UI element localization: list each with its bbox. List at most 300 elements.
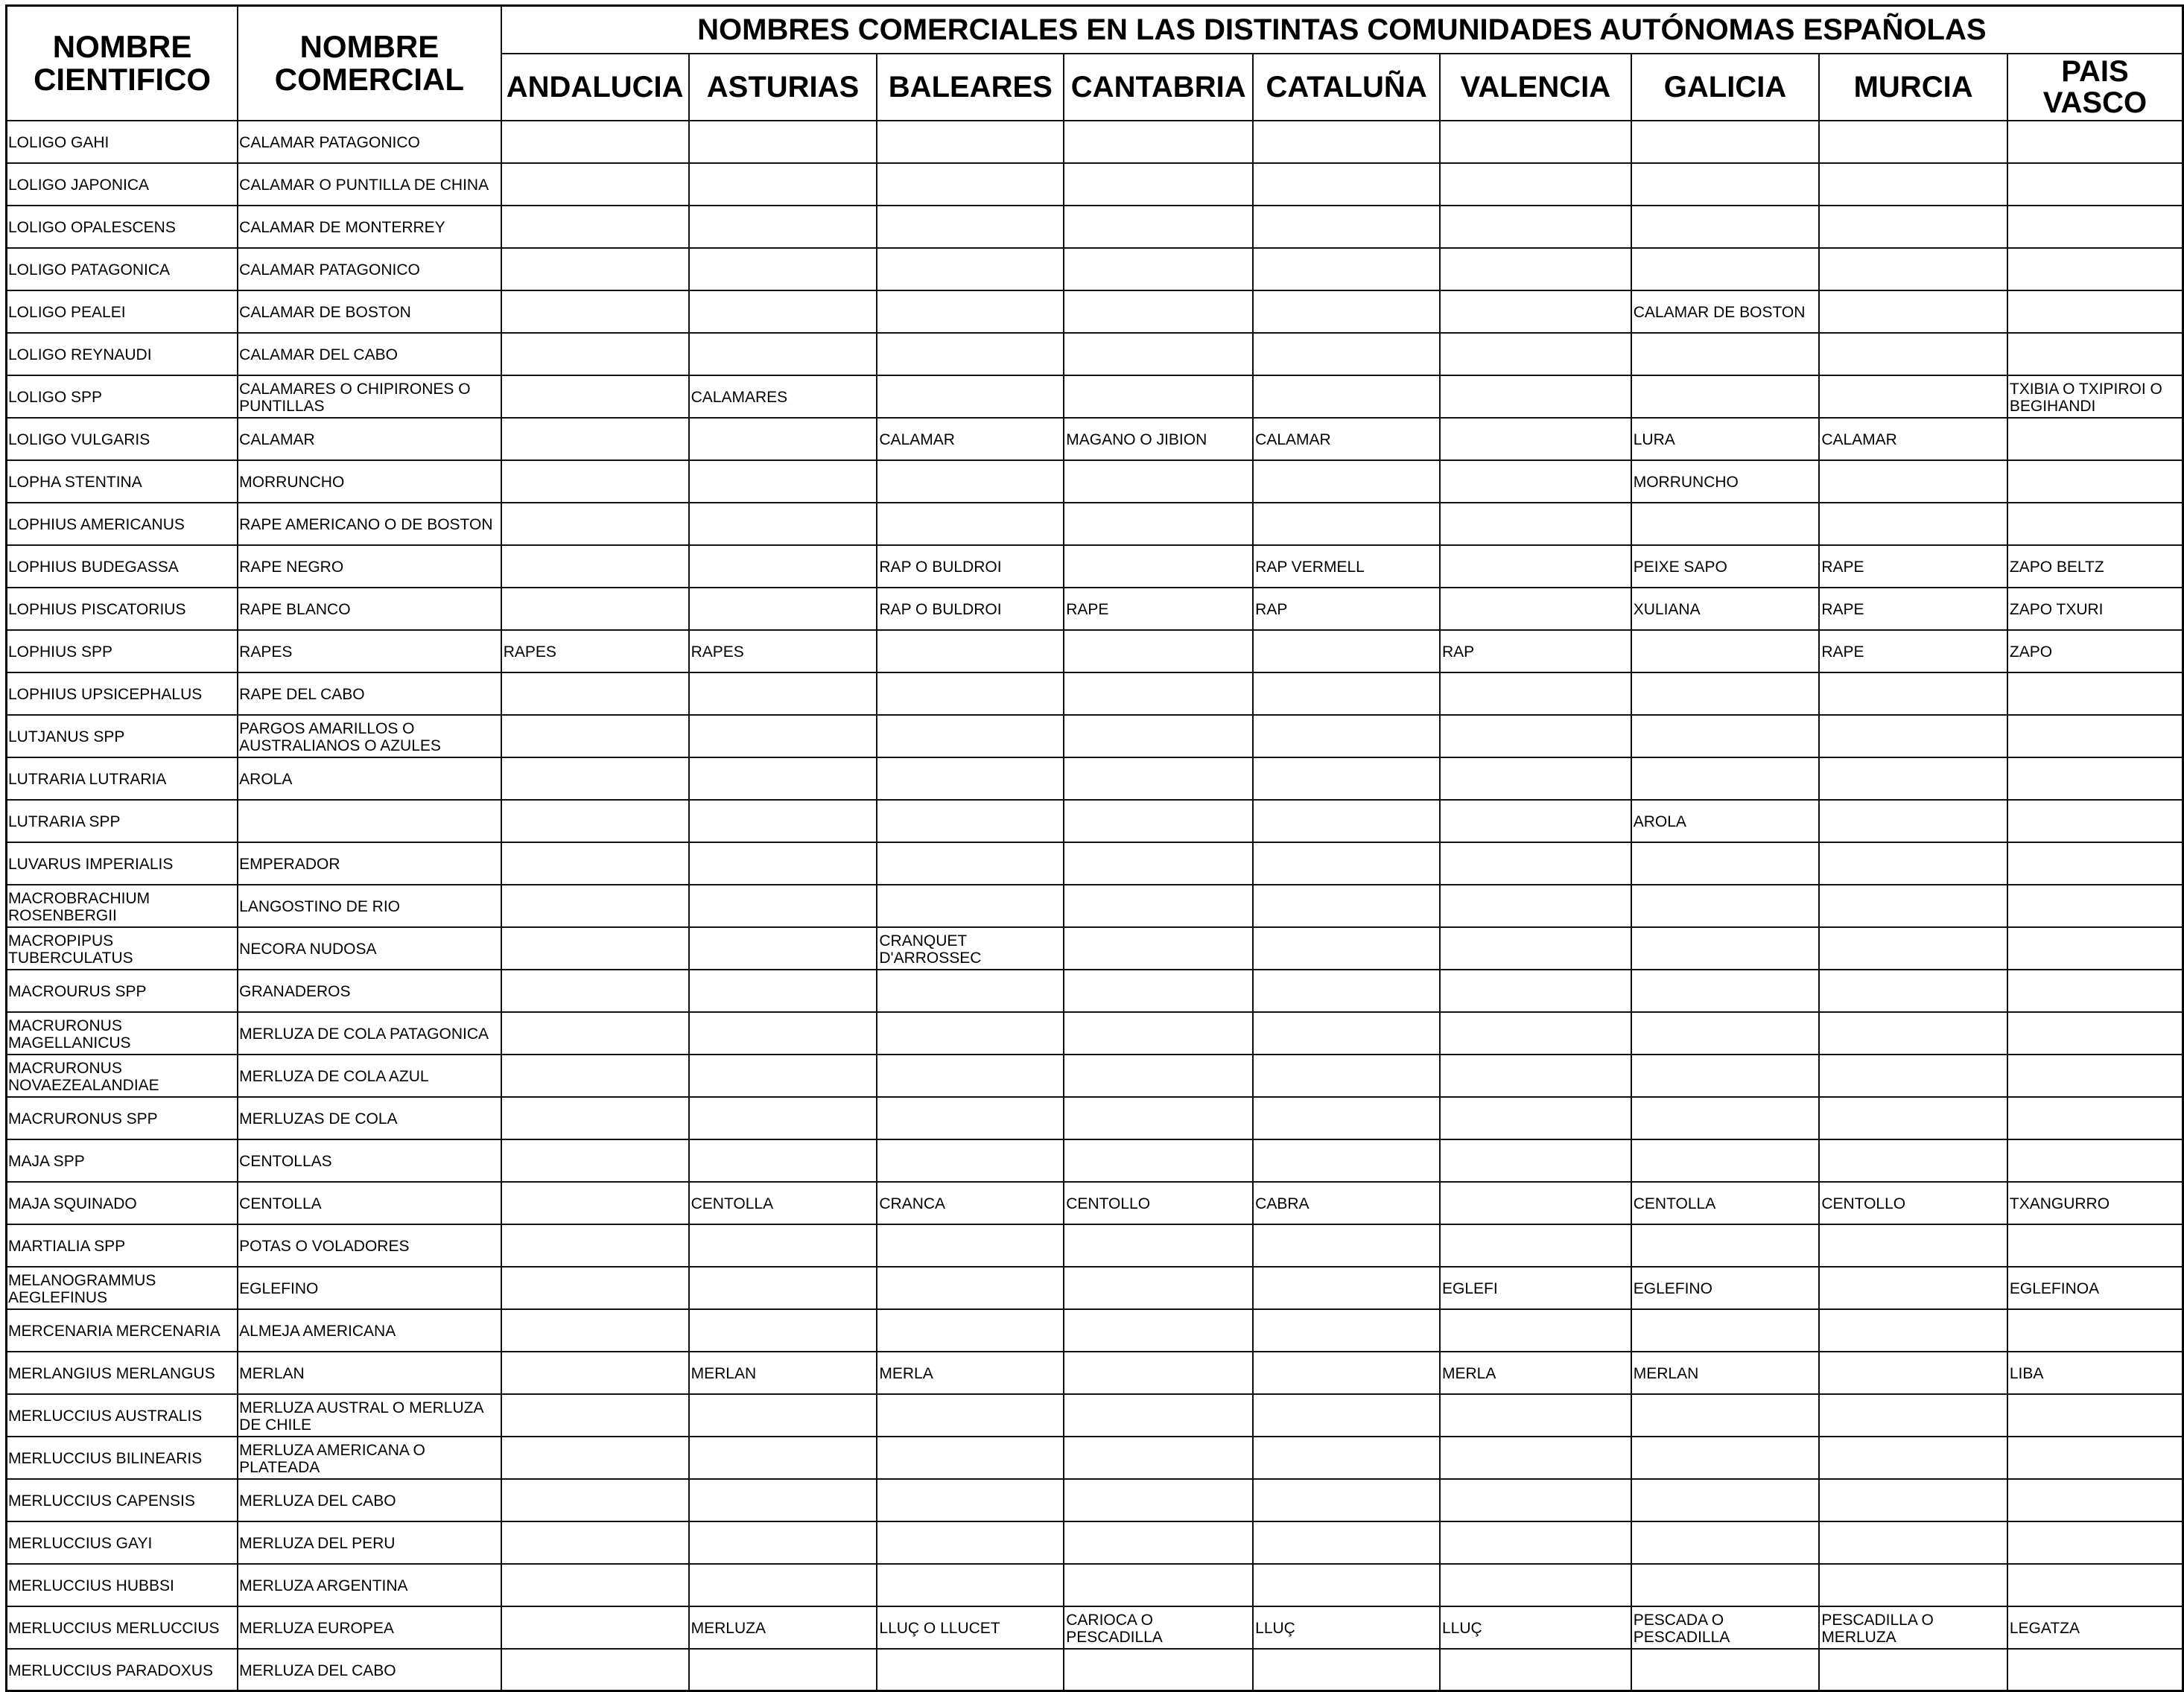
region-name-cell-cataluna: [1253, 1139, 1440, 1182]
region-name-cell-andalucia: [501, 1649, 689, 1691]
region-name-cell-galicia: [1631, 163, 1820, 206]
region-name-cell-valencia: [1440, 1182, 1631, 1224]
region-name-cell-pais-vasco: LEGATZA: [2007, 1606, 2183, 1649]
region-name-cell-pais-vasco: [2007, 1479, 2183, 1521]
region-name-cell-galicia: [1631, 842, 1820, 885]
region-name-cell-valencia: [1440, 1139, 1631, 1182]
header-region-valencia: VALENCIA: [1440, 54, 1631, 121]
scientific-name-cell: MERLUCCIUS BILINEARIS: [7, 1437, 238, 1479]
region-name-cell-andalucia: [501, 290, 689, 333]
table-row: [7, 1267, 2183, 1309]
region-name-cell-murcia: [1819, 672, 2007, 715]
region-name-cell-baleares: [877, 1224, 1064, 1267]
region-name-cell-murcia: [1819, 1012, 2007, 1055]
region-name-cell-asturias: [689, 206, 877, 248]
region-name-cell-cantabria: [1064, 1479, 1253, 1521]
region-name-cell-pais-vasco: TXANGURRO: [2007, 1182, 2183, 1224]
region-name-cell-valencia: [1440, 588, 1631, 630]
region-name-cell-asturias: [689, 290, 877, 333]
commercial-name-cell: [238, 800, 501, 842]
region-name-cell-valencia: [1440, 842, 1631, 885]
commercial-name-cell: RAPE NEGRO: [238, 545, 501, 588]
region-name-cell-pais-vasco: [2007, 1394, 2183, 1437]
commercial-name-cell: PARGOS AMARILLOS O AUSTRALIANOS O AZULES: [238, 715, 501, 757]
region-name-cell-pais-vasco: TXIBIA O TXIPIROI O BEGIHANDI: [2007, 375, 2183, 418]
region-name-cell-valencia: [1440, 757, 1631, 800]
region-name-cell-cataluna: RAP: [1253, 588, 1440, 630]
region-name-cell-cantabria: [1064, 1394, 1253, 1437]
region-name-cell-andalucia: [501, 927, 689, 970]
region-name-cell-pais-vasco: [2007, 290, 2183, 333]
region-name-cell-galicia: [1631, 1394, 1820, 1437]
region-name-cell-murcia: [1819, 1564, 2007, 1606]
scientific-name-cell: LOPHA STENTINA: [7, 460, 238, 503]
region-name-cell-valencia: [1440, 163, 1631, 206]
scientific-name-cell: LOLIGO PEALEI: [7, 290, 238, 333]
table-row: [7, 1097, 2183, 1139]
region-name-cell-cantabria: [1064, 672, 1253, 715]
region-name-cell-andalucia: [501, 248, 689, 290]
commercial-name-cell: CALAMAR DEL CABO: [238, 333, 501, 375]
region-name-cell-murcia: [1819, 503, 2007, 545]
region-name-cell-pais-vasco: [2007, 163, 2183, 206]
region-name-cell-galicia: EGLEFINO: [1631, 1267, 1820, 1309]
region-name-cell-galicia: [1631, 715, 1820, 757]
region-name-cell-murcia: [1819, 1394, 2007, 1437]
scientific-name-cell: MARTIALIA SPP: [7, 1224, 238, 1267]
region-name-cell-andalucia: [501, 1097, 689, 1139]
region-name-cell-andalucia: [501, 1437, 689, 1479]
region-name-cell-galicia: [1631, 672, 1820, 715]
region-name-cell-cantabria: [1064, 460, 1253, 503]
region-name-cell-murcia: [1819, 1097, 2007, 1139]
region-name-cell-cataluna: [1253, 885, 1440, 927]
region-name-cell-valencia: [1440, 672, 1631, 715]
region-name-cell-andalucia: [501, 1224, 689, 1267]
region-name-cell-cantabria: [1064, 1309, 1253, 1352]
region-name-cell-cataluna: [1253, 503, 1440, 545]
region-name-cell-galicia: [1631, 1309, 1820, 1352]
region-name-cell-pais-vasco: [2007, 970, 2183, 1012]
region-name-cell-galicia: PESCADA O PESCADILLA: [1631, 1606, 1820, 1649]
region-name-cell-cataluna: [1253, 757, 1440, 800]
commercial-name-cell: LANGOSTINO DE RIO: [238, 885, 501, 927]
region-name-cell-cantabria: [1064, 800, 1253, 842]
commercial-name-cell: MERLUZA DEL PERU: [238, 1521, 501, 1564]
region-name-cell-asturias: [689, 672, 877, 715]
table-row: [7, 460, 2183, 503]
region-name-cell-andalucia: [501, 715, 689, 757]
region-name-cell-pais-vasco: [2007, 927, 2183, 970]
region-name-cell-cataluna: [1253, 1309, 1440, 1352]
region-name-cell-cantabria: [1064, 1352, 1253, 1394]
table-row: [7, 503, 2183, 545]
region-name-cell-pais-vasco: [2007, 248, 2183, 290]
header-region-cantabria: CANTABRIA: [1064, 54, 1253, 121]
region-name-cell-valencia: [1440, 1097, 1631, 1139]
region-name-cell-asturias: [689, 1097, 877, 1139]
region-name-cell-andalucia: [501, 800, 689, 842]
region-name-cell-andalucia: [501, 1394, 689, 1437]
region-name-cell-cataluna: [1253, 927, 1440, 970]
region-name-cell-murcia: [1819, 715, 2007, 757]
region-name-cell-murcia: [1819, 1521, 2007, 1564]
region-name-cell-asturias: [689, 970, 877, 1012]
region-name-cell-cataluna: [1253, 290, 1440, 333]
commercial-name-cell: RAPE AMERICANO O DE BOSTON: [238, 503, 501, 545]
region-name-cell-cantabria: [1064, 333, 1253, 375]
region-name-cell-galicia: [1631, 1097, 1820, 1139]
scientific-name-cell: LUTRARIA SPP: [7, 800, 238, 842]
region-name-cell-cataluna: [1253, 333, 1440, 375]
region-name-cell-andalucia: [501, 503, 689, 545]
commercial-name-cell: MORRUNCHO: [238, 460, 501, 503]
region-name-cell-baleares: [877, 885, 1064, 927]
region-name-cell-andalucia: [501, 672, 689, 715]
region-name-cell-baleares: [877, 757, 1064, 800]
region-name-cell-valencia: [1440, 885, 1631, 927]
commercial-name-cell: NECORA NUDOSA: [238, 927, 501, 970]
commercial-name-cell: MERLUZA AMERICANA O PLATEADA: [238, 1437, 501, 1479]
table-row: [7, 1479, 2183, 1521]
region-name-cell-cataluna: [1253, 672, 1440, 715]
scientific-name-cell: LOLIGO OPALESCENS: [7, 206, 238, 248]
region-name-cell-cantabria: [1064, 375, 1253, 418]
region-name-cell-andalucia: [501, 1182, 689, 1224]
region-name-cell-galicia: [1631, 1479, 1820, 1521]
scientific-name-cell: MACRURONUS NOVAEZEALANDIAE: [7, 1055, 238, 1097]
commercial-name-cell: EMPERADOR: [238, 842, 501, 885]
region-name-cell-galicia: CALAMAR DE BOSTON: [1631, 290, 1820, 333]
region-name-cell-baleares: RAP O BULDROI: [877, 545, 1064, 588]
region-name-cell-galicia: [1631, 1012, 1820, 1055]
region-name-cell-valencia: [1440, 460, 1631, 503]
region-name-cell-pais-vasco: [2007, 842, 2183, 885]
region-name-cell-valencia: [1440, 800, 1631, 842]
region-name-cell-asturias: [689, 1564, 877, 1606]
region-name-cell-murcia: [1819, 163, 2007, 206]
region-name-cell-galicia: MORRUNCHO: [1631, 460, 1820, 503]
region-name-cell-pais-vasco: [2007, 1139, 2183, 1182]
scientific-name-cell: MERLUCCIUS AUSTRALIS: [7, 1394, 238, 1437]
region-name-cell-baleares: CRANQUET D'ARROSSEC: [877, 927, 1064, 970]
region-name-cell-andalucia: [501, 588, 689, 630]
region-name-cell-pais-vasco: ZAPO: [2007, 630, 2183, 672]
region-name-cell-andalucia: [501, 163, 689, 206]
region-name-cell-valencia: [1440, 206, 1631, 248]
table-row: [7, 248, 2183, 290]
region-name-cell-andalucia: [501, 885, 689, 927]
region-name-cell-pais-vasco: [2007, 333, 2183, 375]
region-name-cell-galicia: [1631, 970, 1820, 1012]
region-name-cell-valencia: [1440, 1012, 1631, 1055]
region-name-cell-galicia: [1631, 1649, 1820, 1691]
scientific-name-cell: MERCENARIA MERCENARIA: [7, 1309, 238, 1352]
table-row: [7, 1564, 2183, 1606]
scientific-name-cell: MAJA SPP: [7, 1139, 238, 1182]
region-name-cell-valencia: [1440, 1437, 1631, 1479]
region-name-cell-cataluna: [1253, 1479, 1440, 1521]
region-name-cell-valencia: [1440, 503, 1631, 545]
region-name-cell-cataluna: [1253, 1097, 1440, 1139]
region-name-cell-andalucia: [501, 1055, 689, 1097]
region-name-cell-cantabria: [1064, 1097, 1253, 1139]
region-name-cell-andalucia: [501, 1521, 689, 1564]
region-name-cell-cantabria: CARIOCA O PESCADILLA: [1064, 1606, 1253, 1649]
commercial-name-cell: CALAMARES O CHIPIRONES O PUNTILLAS: [238, 375, 501, 418]
table-row: [7, 970, 2183, 1012]
region-name-cell-cantabria: [1064, 1649, 1253, 1691]
region-name-cell-baleares: [877, 460, 1064, 503]
region-name-cell-baleares: [877, 1521, 1064, 1564]
scientific-name-cell: LUTJANUS SPP: [7, 715, 238, 757]
scientific-name-cell: MACRURONUS MAGELLANICUS: [7, 1012, 238, 1055]
table-row: [7, 418, 2183, 460]
region-name-cell-pais-vasco: LIBA: [2007, 1352, 2183, 1394]
region-name-cell-pais-vasco: [2007, 715, 2183, 757]
region-name-cell-andalucia: [501, 1606, 689, 1649]
region-name-cell-andalucia: [501, 1352, 689, 1394]
region-name-cell-murcia: [1819, 248, 2007, 290]
region-name-cell-baleares: RAP O BULDROI: [877, 588, 1064, 630]
region-name-cell-pais-vasco: [2007, 121, 2183, 163]
region-name-cell-cantabria: [1064, 715, 1253, 757]
region-name-cell-cantabria: [1064, 503, 1253, 545]
region-name-cell-asturias: [689, 121, 877, 163]
region-name-cell-baleares: [877, 1055, 1064, 1097]
scientific-name-cell: LOLIGO REYNAUDI: [7, 333, 238, 375]
scientific-name-cell: MACROURUS SPP: [7, 970, 238, 1012]
region-name-cell-baleares: [877, 1479, 1064, 1521]
region-name-cell-cantabria: [1064, 927, 1253, 970]
region-name-cell-cantabria: RAPE: [1064, 588, 1253, 630]
region-name-cell-pais-vasco: [2007, 885, 2183, 927]
region-name-cell-baleares: [877, 630, 1064, 672]
region-name-cell-valencia: [1440, 1224, 1631, 1267]
region-name-cell-cataluna: [1253, 1394, 1440, 1437]
region-name-cell-galicia: CENTOLLA: [1631, 1182, 1820, 1224]
region-name-cell-asturias: [689, 1055, 877, 1097]
commercial-name-cell: ALMEJA AMERICANA: [238, 1309, 501, 1352]
region-name-cell-valencia: [1440, 418, 1631, 460]
region-name-cell-andalucia: [501, 333, 689, 375]
header-region-murcia: MURCIA: [1819, 54, 2007, 121]
region-name-cell-cantabria: [1064, 206, 1253, 248]
commercial-name-cell: POTAS O VOLADORES: [238, 1224, 501, 1267]
region-name-cell-asturias: [689, 163, 877, 206]
region-name-cell-andalucia: [501, 206, 689, 248]
region-name-cell-valencia: [1440, 290, 1631, 333]
region-name-cell-murcia: RAPE: [1819, 545, 2007, 588]
scientific-name-cell: MERLUCCIUS GAYI: [7, 1521, 238, 1564]
region-name-cell-asturias: [689, 418, 877, 460]
region-name-cell-cataluna: [1253, 842, 1440, 885]
region-name-cell-murcia: [1819, 121, 2007, 163]
region-name-cell-cataluna: [1253, 715, 1440, 757]
region-name-cell-murcia: [1819, 1055, 2007, 1097]
table-row: [7, 672, 2183, 715]
region-name-cell-baleares: [877, 121, 1064, 163]
table-row: [7, 1012, 2183, 1055]
commercial-name-cell: CALAMAR: [238, 418, 501, 460]
species-names-table: [5, 4, 2184, 1692]
region-name-cell-andalucia: [501, 375, 689, 418]
region-name-cell-baleares: [877, 1564, 1064, 1606]
commercial-name-cell: MERLUZA AUSTRAL O MERLUZA DE CHILE: [238, 1394, 501, 1437]
region-name-cell-baleares: [877, 1649, 1064, 1691]
commercial-name-cell: AROLA: [238, 757, 501, 800]
region-name-cell-valencia: [1440, 1479, 1631, 1521]
region-name-cell-cantabria: [1064, 1564, 1253, 1606]
region-name-cell-cataluna: [1253, 121, 1440, 163]
region-name-cell-cataluna: [1253, 1521, 1440, 1564]
region-name-cell-andalucia: RAPES: [501, 630, 689, 672]
region-name-cell-galicia: [1631, 630, 1820, 672]
region-name-cell-murcia: [1819, 290, 2007, 333]
table-row: [7, 1394, 2183, 1437]
table-row: [7, 1224, 2183, 1267]
region-name-cell-murcia: RAPE: [1819, 630, 2007, 672]
commercial-name-cell: CALAMAR PATAGONICO: [238, 248, 501, 290]
region-name-cell-murcia: [1819, 375, 2007, 418]
region-name-cell-asturias: [689, 460, 877, 503]
region-name-cell-valencia: LLUÇ: [1440, 1606, 1631, 1649]
commercial-name-cell: RAPE DEL CABO: [238, 672, 501, 715]
region-name-cell-asturias: [689, 1267, 877, 1309]
commercial-name-cell: MERLUZA EUROPEA: [238, 1606, 501, 1649]
region-name-cell-andalucia: [501, 1564, 689, 1606]
table-row: [7, 290, 2183, 333]
commercial-name-cell: MERLUZA ARGENTINA: [238, 1564, 501, 1606]
region-name-cell-valencia: [1440, 1564, 1631, 1606]
commercial-name-cell: RAPES: [238, 630, 501, 672]
region-name-cell-murcia: [1819, 1309, 2007, 1352]
region-name-cell-cataluna: [1253, 1267, 1440, 1309]
region-name-cell-cataluna: [1253, 630, 1440, 672]
region-name-cell-asturias: [689, 1521, 877, 1564]
commercial-name-cell: CALAMAR DE MONTERREY: [238, 206, 501, 248]
region-name-cell-baleares: CRANCA: [877, 1182, 1064, 1224]
region-name-cell-murcia: [1819, 333, 2007, 375]
region-name-cell-murcia: [1819, 1224, 2007, 1267]
region-name-cell-murcia: [1819, 460, 2007, 503]
region-name-cell-pais-vasco: [2007, 206, 2183, 248]
region-name-cell-asturias: [689, 588, 877, 630]
region-name-cell-galicia: LURA: [1631, 418, 1820, 460]
region-name-cell-cataluna: [1253, 1352, 1440, 1394]
region-name-cell-valencia: [1440, 333, 1631, 375]
region-name-cell-asturias: RAPES: [689, 630, 877, 672]
region-name-cell-galicia: [1631, 1564, 1820, 1606]
region-name-cell-asturias: [689, 715, 877, 757]
region-name-cell-baleares: [877, 1394, 1064, 1437]
region-name-cell-pais-vasco: [2007, 800, 2183, 842]
table-row: [7, 630, 2183, 672]
region-name-cell-andalucia: [501, 1479, 689, 1521]
region-name-cell-baleares: [877, 503, 1064, 545]
region-name-cell-galicia: [1631, 1055, 1820, 1097]
region-name-cell-valencia: [1440, 375, 1631, 418]
table-row: [7, 800, 2183, 842]
region-name-cell-cantabria: CENTOLLO: [1064, 1182, 1253, 1224]
table-row: [7, 885, 2183, 927]
region-name-cell-galicia: XULIANA: [1631, 588, 1820, 630]
region-name-cell-baleares: [877, 163, 1064, 206]
commercial-name-cell: MERLAN: [238, 1352, 501, 1394]
header-scientific-name: NOMBRE CIENTIFICO: [7, 6, 238, 121]
region-name-cell-cataluna: [1253, 1649, 1440, 1691]
header-commercial-name: NOMBRE COMERCIAL: [238, 6, 501, 121]
region-name-cell-andalucia: [501, 842, 689, 885]
table-row: [7, 1352, 2183, 1394]
region-name-cell-murcia: [1819, 800, 2007, 842]
region-name-cell-murcia: [1819, 842, 2007, 885]
region-name-cell-asturias: CENTOLLA: [689, 1182, 877, 1224]
scientific-name-cell: LOPHIUS UPSICEPHALUS: [7, 672, 238, 715]
region-name-cell-baleares: [877, 1309, 1064, 1352]
region-name-cell-cantabria: [1064, 842, 1253, 885]
commercial-name-cell: RAPE BLANCO: [238, 588, 501, 630]
region-name-cell-cantabria: [1064, 290, 1253, 333]
region-name-cell-cantabria: [1064, 970, 1253, 1012]
region-name-cell-galicia: [1631, 375, 1820, 418]
region-name-cell-baleares: [877, 333, 1064, 375]
region-name-cell-cataluna: [1253, 163, 1440, 206]
region-name-cell-pais-vasco: [2007, 757, 2183, 800]
region-name-cell-valencia: [1440, 545, 1631, 588]
region-name-cell-pais-vasco: [2007, 1649, 2183, 1691]
region-name-cell-baleares: CALAMAR: [877, 418, 1064, 460]
region-name-cell-pais-vasco: [2007, 1224, 2183, 1267]
region-name-cell-andalucia: [501, 1012, 689, 1055]
region-name-cell-galicia: [1631, 1224, 1820, 1267]
region-name-cell-baleares: [877, 672, 1064, 715]
region-name-cell-pais-vasco: [2007, 672, 2183, 715]
region-name-cell-andalucia: [501, 1267, 689, 1309]
scientific-name-cell: MERLUCCIUS CAPENSIS: [7, 1479, 238, 1521]
region-name-cell-cantabria: [1064, 121, 1253, 163]
region-name-cell-pais-vasco: EGLEFINOA: [2007, 1267, 2183, 1309]
region-name-cell-andalucia: [501, 418, 689, 460]
region-name-cell-cantabria: [1064, 757, 1253, 800]
region-name-cell-baleares: [877, 1139, 1064, 1182]
commercial-name-cell: EGLEFINO: [238, 1267, 501, 1309]
region-name-cell-asturias: [689, 927, 877, 970]
region-name-cell-murcia: CALAMAR: [1819, 418, 2007, 460]
region-name-cell-valencia: EGLEFI: [1440, 1267, 1631, 1309]
region-name-cell-cataluna: RAP VERMELL: [1253, 545, 1440, 588]
region-name-cell-cataluna: CALAMAR: [1253, 418, 1440, 460]
table-row: [7, 1055, 2183, 1097]
region-name-cell-cantabria: [1064, 1521, 1253, 1564]
header-region-pais-vasco: PAIS VASCO: [2007, 54, 2183, 121]
region-name-cell-andalucia: [501, 757, 689, 800]
region-name-cell-asturias: [689, 1649, 877, 1691]
region-name-cell-asturias: MERLUZA: [689, 1606, 877, 1649]
table-row: [7, 163, 2183, 206]
table-row: [7, 1606, 2183, 1649]
region-name-cell-cantabria: MAGANO O JIBION: [1064, 418, 1253, 460]
region-name-cell-murcia: [1819, 927, 2007, 970]
region-name-cell-asturias: [689, 757, 877, 800]
scientific-name-cell: MAJA SQUINADO: [7, 1182, 238, 1224]
header-region-andalucia: ANDALUCIA: [501, 54, 689, 121]
region-name-cell-baleares: [877, 800, 1064, 842]
region-name-cell-asturias: [689, 1139, 877, 1182]
region-name-cell-cataluna: [1253, 206, 1440, 248]
region-name-cell-galicia: [1631, 885, 1820, 927]
scientific-name-cell: MERLANGIUS MERLANGUS: [7, 1352, 238, 1394]
